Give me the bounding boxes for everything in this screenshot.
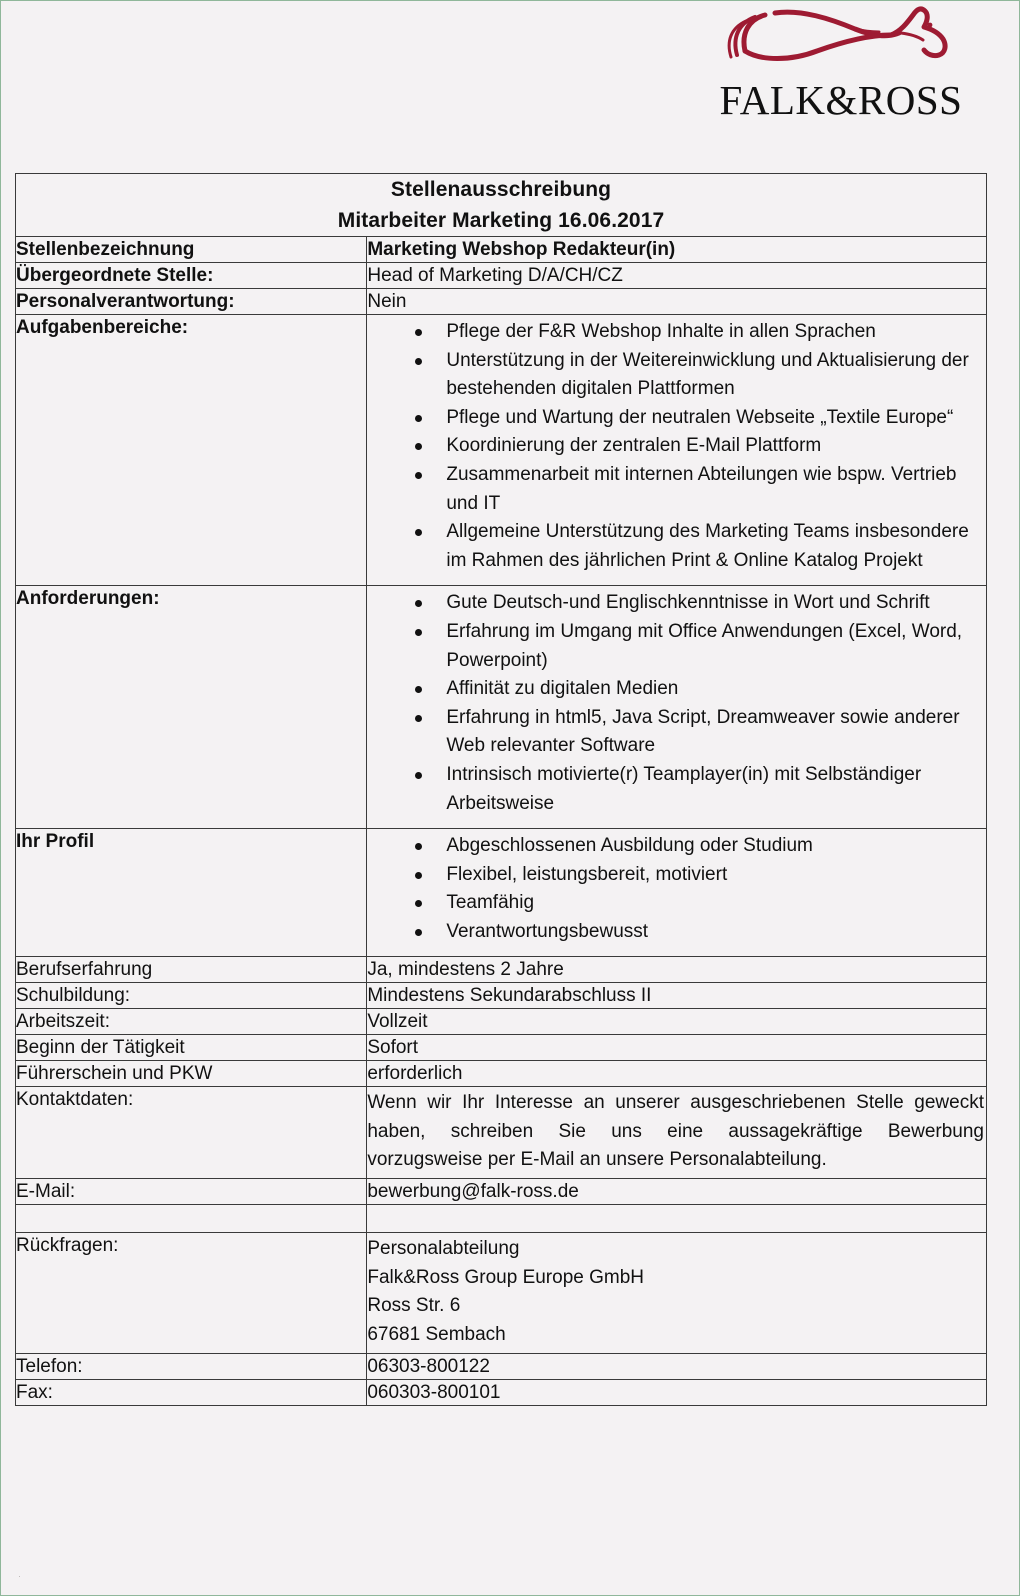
row-label-kontaktdaten: Kontaktdaten:: [16, 1087, 367, 1179]
list-item: Gute Deutsch-und Englischkenntnisse in Wort und Schrift: [415, 589, 986, 618]
document-title-cell: [16, 174, 987, 237]
row-value-anforderungen: [367, 586, 987, 829]
list-item: Allgemeine Unterstützung des Marketing Teams insbesondere im Rahmen des jährlichen Print & Online Katalog Projekt: [415, 518, 986, 575]
ihr-profil-list: [367, 832, 986, 946]
list-item: Verantwortungsbewusst: [415, 918, 986, 947]
row-value-rueckfragen: [367, 1232, 987, 1353]
text-line: 67681 Sembach: [367, 1323, 506, 1345]
row-value-spacer: [367, 1204, 987, 1232]
table-row-title: [16, 174, 987, 237]
table-row: [16, 237, 987, 263]
row-label-rueckfragen: Rückfragen:: [16, 1232, 367, 1353]
row-value-ihr-profil: [367, 829, 987, 957]
page-footer-mark: ·: [18, 1571, 21, 1581]
row-value-schulbildung: Mindestens Sekundarabschluss II: [367, 983, 987, 1009]
text-line: Ross Str. 6: [367, 1295, 461, 1317]
list-item: Intrinsisch motivierte(r) Teamplayer(in) mit Selbständiger Arbeitsweise: [415, 761, 986, 818]
list-item: Zusammenarbeit mit internen Abteilungen wie bspw. Vertrieb und IT: [415, 461, 986, 518]
row-value-personalverantwortung: Nein: [367, 289, 987, 315]
row-label-stellenbezeichnung: Stellenbezeichnung: [16, 237, 367, 263]
kontaktdaten-paragraph: Wenn wir Ihr Interesse an unserer ausgeschriebenen Stelle geweckt haben, schreiben Sie uns eine aussagekräftige Bewerbung vorzugsweise per E-Mail an unsere Personalabteilung.: [367, 1092, 984, 1171]
row-label-email: E-Mail:: [16, 1178, 367, 1204]
table-row: [16, 983, 987, 1009]
page-title-line2: Mitarbeiter Marketing 16.06.2017: [337, 209, 665, 232]
company-logo: [705, 5, 977, 130]
page-header: [1, 1, 1020, 161]
row-value-email[interactable]: bewerbung@falk-ross.de: [367, 1178, 987, 1204]
row-value-uebergeordnete-stelle: Head of Marketing D/A/CH/CZ: [367, 263, 987, 289]
list-item: Pflege und Wartung der neutralen Webseite „Textile Europe“: [415, 404, 986, 433]
row-label-personalverantwortung: Personalverantwortung:: [16, 289, 367, 315]
row-value-berufserfahrung: Ja, mindestens 2 Jahre: [367, 957, 987, 983]
row-label-telefon: Telefon:: [16, 1354, 367, 1380]
aufgabenbereiche-list: [367, 318, 986, 575]
text-line: Falk&Ross Group Europe GmbH: [367, 1266, 645, 1288]
row-value-stellenbezeichnung: Marketing Webshop Redakteur(in): [367, 237, 987, 263]
company-wordmark: FALK&ROSS: [719, 77, 963, 123]
list-item: Teamfähig: [415, 889, 986, 918]
row-label-berufserfahrung: Berufserfahrung: [16, 957, 367, 983]
list-item: Unterstützung in der Weitereinwicklung und Aktualisierung der bestehenden digitalen Plattformen: [415, 347, 986, 404]
row-label-anforderungen: Anforderungen:: [16, 586, 367, 829]
table-row: [16, 1061, 987, 1087]
list-item: Flexibel, leistungsbereit, motiviert: [415, 861, 986, 890]
page-title-line1: Stellenausschreibung: [390, 178, 612, 201]
list-item: Koordinierung der zentralen E-Mail Plattform: [415, 432, 986, 461]
table-row: [16, 263, 987, 289]
row-label-schulbildung: Schulbildung:: [16, 983, 367, 1009]
rueckfragen-address: [367, 1235, 986, 1349]
row-label-spacer: [16, 1204, 367, 1232]
row-label-fax: Fax:: [16, 1380, 367, 1406]
table-row: [16, 1232, 987, 1353]
row-value-telefon: 06303-800122: [367, 1354, 987, 1380]
list-item: Pflege der F&R Webshop Inhalte in allen Sprachen: [415, 318, 986, 347]
list-item: Erfahrung im Umgang mit Office Anwendungen (Excel, Word, Powerpoint): [415, 618, 986, 675]
row-label-fuehrerschein: Führerschein und PKW: [16, 1061, 367, 1087]
row-label-uebergeordnete-stelle: Übergeordnete Stelle:: [16, 263, 367, 289]
table-row: [16, 1380, 987, 1406]
row-value-beginn: Sofort: [367, 1035, 987, 1061]
table-row-spacer: [16, 1204, 987, 1232]
list-item: Erfahrung in html5, Java Script, Dreamweaver sowie anderer Web relevanter Software: [415, 704, 986, 761]
table-row: [16, 1035, 987, 1061]
row-label-aufgabenbereiche: Aufgabenbereiche:: [16, 315, 367, 586]
table-row: [16, 1178, 987, 1204]
table-row: [16, 315, 987, 586]
row-value-arbeitszeit: Vollzeit: [367, 1009, 987, 1035]
list-item: Affinität zu digitalen Medien: [415, 675, 986, 704]
row-label-beginn: Beginn der Tätigkeit: [16, 1035, 367, 1061]
row-value-fax: 060303-800101: [367, 1380, 987, 1406]
table-row: [16, 957, 987, 983]
table-row: [16, 1087, 987, 1179]
row-label-ihr-profil: Ihr Profil: [16, 829, 367, 957]
row-value-fuehrerschein: erforderlich: [367, 1061, 987, 1087]
horse-head-logo-icon: [705, 5, 977, 77]
text-line: Personalabteilung: [367, 1237, 520, 1259]
row-value-kontaktdaten: [367, 1087, 987, 1179]
row-label-arbeitszeit: Arbeitszeit:: [16, 1009, 367, 1035]
anforderungen-list: [367, 589, 986, 818]
list-item: Abgeschlossenen Ausbildung oder Studium: [415, 832, 986, 861]
table-row: [16, 586, 987, 829]
job-posting-table: [15, 173, 987, 1406]
table-row: [16, 289, 987, 315]
row-value-aufgabenbereiche: [367, 315, 987, 586]
table-row: [16, 1354, 987, 1380]
table-row: [16, 1009, 987, 1035]
table-row: [16, 829, 987, 957]
